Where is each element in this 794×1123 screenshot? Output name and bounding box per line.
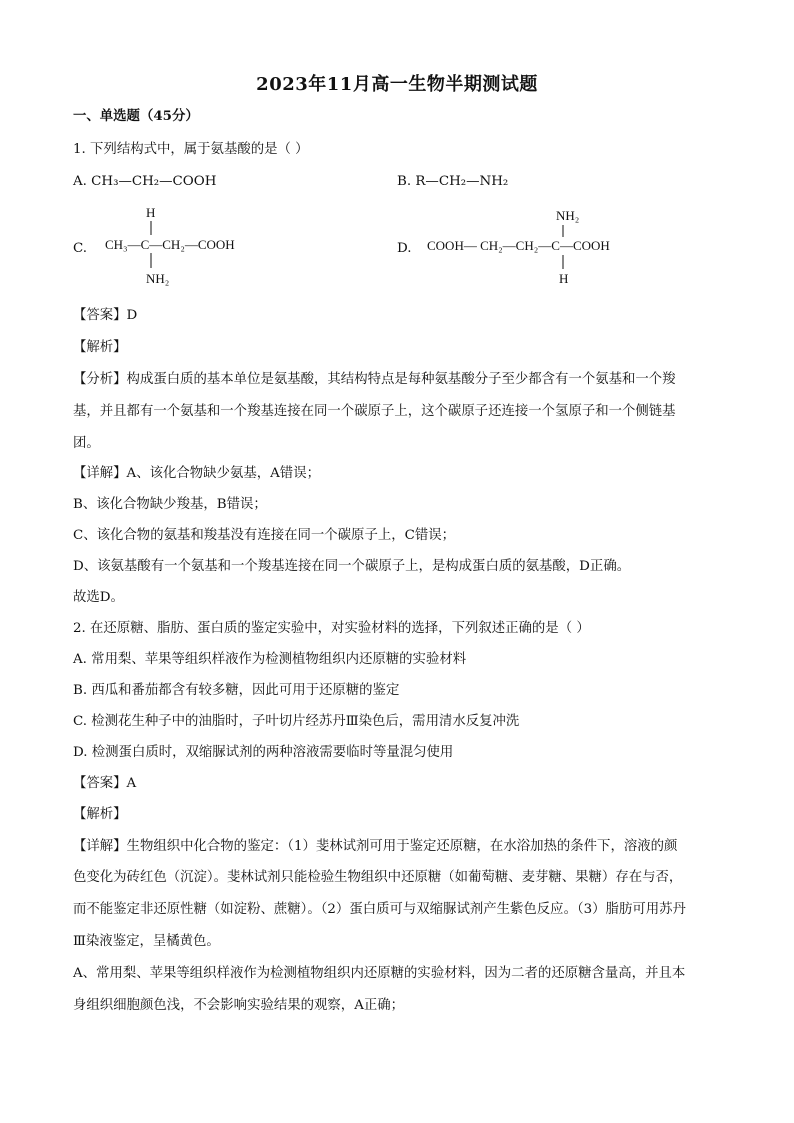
q2-option-b: B. 西瓜和番茄都含有较多糖，因此可用于还原糖的鉴定	[73, 683, 400, 698]
q1-option-d-formula	[424, 203, 634, 295]
q1-answer: 【答案】D	[73, 308, 138, 323]
q1-detail-line-4: D、该氨基酸有一个氨基和一个羧基连接在同一个碳原子上，是构成蛋白质的氨基酸，D正确。	[73, 559, 631, 574]
formula-c-chain: CH₃—C—CH₂—COOH	[105, 237, 235, 252]
q1-analysis-line-3: 团。	[73, 436, 100, 451]
q1-detail-line-2: B、该化合物缺少羧基，B错误；	[73, 497, 267, 512]
q2-detail-line-4: Ⅲ染液鉴定，呈橘黄色。	[73, 934, 220, 949]
q1-analysis-line-1: 【分析】构成蛋白质的基本单位是氨基酸，其结构特点是每种氨基酸分子至少都含有一个氨基和一个羧	[73, 372, 676, 387]
formula-d-chain: COOH— CH₂—CH₂—C—COOH	[427, 238, 610, 253]
q2-option-d: D. 检测蛋白质时，双缩脲试剂的两种溶液需要临时等量混匀使用	[73, 745, 454, 760]
q1-option-a: A. CH₃—CH₂—COOH	[73, 174, 217, 189]
section-heading: 一、单选题（45分）	[73, 108, 199, 124]
q2-analysis-heading: 【解析】	[73, 807, 127, 822]
q2-detail-line-1: 【详解】生物组织中化合物的鉴定：（1）斐林试剂可用于鉴定还原糖，在水浴加热的条件下，溶液的颜	[73, 839, 678, 854]
q1-conclusion: 故选D。	[73, 590, 124, 605]
page-title: 2023年11月高一生物半期测试题	[256, 74, 538, 95]
formula-c-amino: NH₂	[146, 271, 170, 286]
formula-d-amino: NH₂	[556, 208, 580, 223]
q1-option-b: B. R—CH₂—NH₂	[397, 174, 509, 189]
q2-stem: 2. 在还原糖、脂肪、蛋白质的鉴定实验中，对实验材料的选择，下列叙述正确的是（ ）	[73, 621, 590, 636]
q2-detail-line-2: 色变化为砖红色（沉淀）。斐林试剂只能检验生物组织中还原糖（如葡萄糖、麦芽糖、果糖）存在与否，	[73, 870, 683, 885]
q1-stem: 1. 下列结构式中，属于氨基酸的是（ ）	[73, 142, 309, 157]
q1-detail-line-3: C、该化合物的氨基和羧基没有连接在同一个碳原子上，C错误；	[73, 528, 456, 543]
q2-answer: 【答案】A	[73, 776, 137, 791]
q2-detail-line-6: 身组织细胞颜色浅，不会影响实验结果的观察，A正确；	[73, 998, 405, 1013]
q1-option-c-formula	[100, 200, 270, 296]
q2-option-a: A. 常用梨、苹果等组织样液作为检测植物组织内还原糖的实验材料	[73, 652, 467, 667]
q1-analysis-line-2: 基，并且都有一个氨基和一个羧基连接在同一个碳原子上，这个碳原子还连接一个氢原子和一个侧链基	[73, 404, 676, 419]
q2-detail-line-3: 而不能鉴定非还原性糖（如淀粉、蔗糖）。（2）蛋白质可与双缩脲试剂产生紫色反应。（3）脂肪可用苏丹	[73, 902, 686, 917]
formula-c-hydrogen: H	[146, 205, 156, 220]
q1-analysis-heading: 【解析】	[73, 340, 127, 355]
q1-option-d-label: D.	[397, 241, 412, 256]
formula-d-hydrogen: H	[559, 271, 569, 286]
q1-detail-line-1: 【详解】A、该化合物缺少氨基，A错误；	[73, 466, 320, 481]
q1-option-c-label: C.	[73, 241, 88, 256]
q2-option-c: C. 检测花生种子中的油脂时，子叶切片经苏丹Ⅲ染色后，需用清水反复冲洗	[73, 714, 520, 729]
q2-detail-line-5: A、常用梨、苹果等组织样液作为检测植物组织内还原糖的实验材料，因为二者的还原糖含量高，并且本	[73, 966, 686, 981]
